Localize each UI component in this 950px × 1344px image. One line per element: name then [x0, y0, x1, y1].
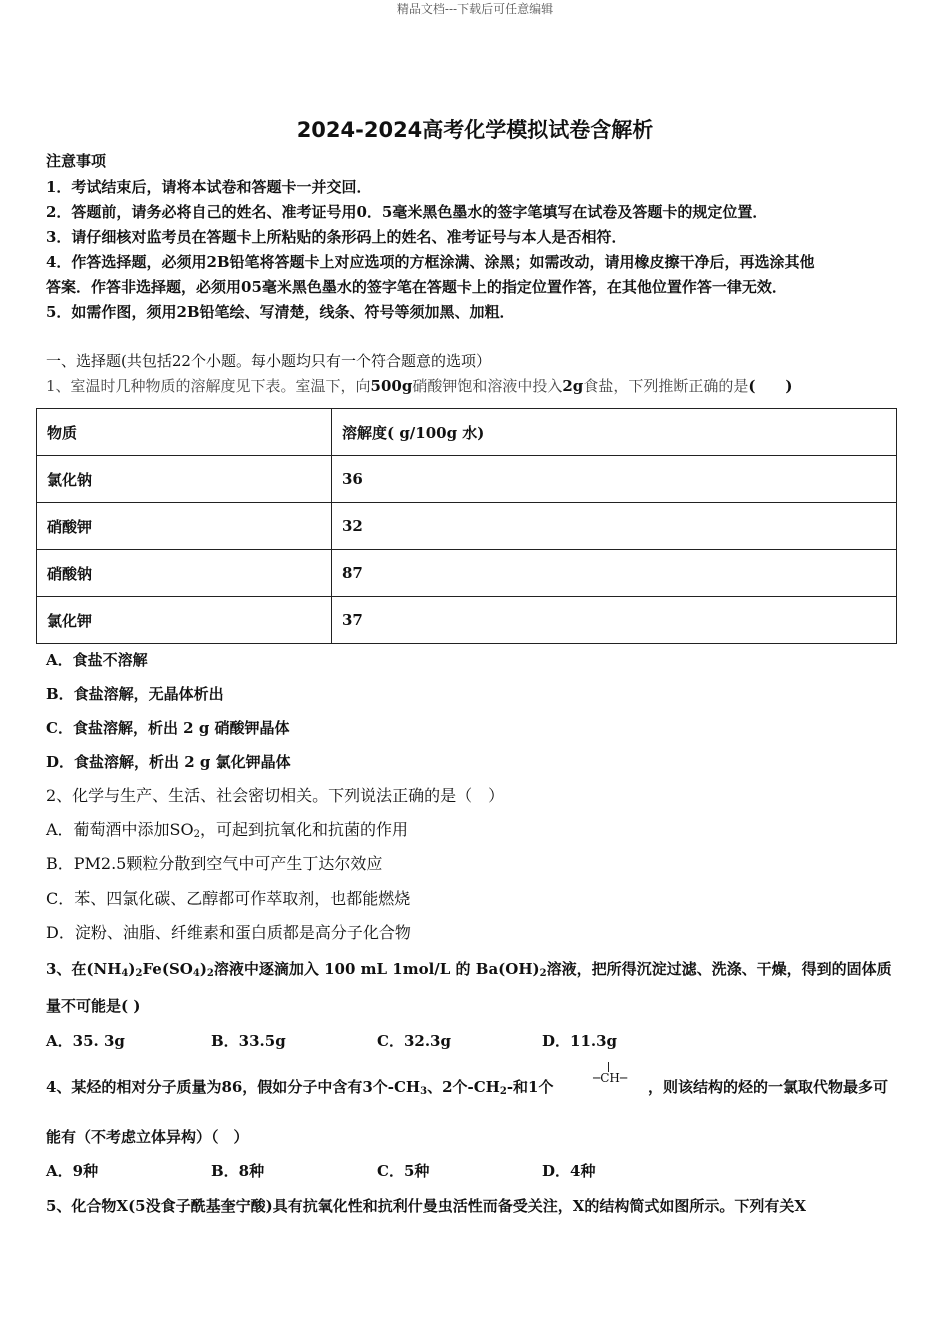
- table-row: [37, 503, 897, 550]
- q3-part: Fe(SO: [142, 960, 193, 978]
- option-d: D．4种: [542, 1162, 596, 1180]
- q3-sub: 2: [135, 968, 143, 979]
- notice-item: 1．考试结束后，请将本试卷和答题卡一并交回．: [46, 178, 372, 196]
- option-b: B．33.5g: [211, 1032, 286, 1050]
- section-heading: 一、选择题(共包括22个小题。每小题均只有一个符合题意的选项）: [46, 352, 491, 370]
- question-1-stem: [46, 376, 793, 396]
- q2-opt-a-part: A．葡萄酒中添加SO: [46, 820, 194, 839]
- page-title: 2024-2024高考化学模拟试卷含解析: [296, 118, 654, 142]
- table-row: [37, 597, 897, 644]
- table-header-cell: 物质: [37, 409, 332, 456]
- notice-item: 4．作答选择题，必须用2B铅笔将答题卡上对应选项的方框涂满、涂黑；如需改动，请用橡皮擦干净后，再选涂其他: [46, 253, 815, 271]
- notice-heading: 注意事项: [46, 152, 107, 170]
- q4-part: -和1个: [506, 1078, 554, 1096]
- table-cell: 87: [332, 550, 897, 597]
- q3-sub: 4: [192, 968, 200, 979]
- solubility-table: [36, 408, 897, 644]
- q4-part: ，则该结构的烃的一氯取代物最多可: [648, 1078, 889, 1096]
- option-c: C．苯、四氯化碳、乙醇都可作萃取剂，也都能燃烧: [46, 889, 411, 908]
- notice-item: 3．请仔细核对监考员在答题卡上所粘贴的条形码上的姓名、准考证号与本人是否相符．: [46, 228, 627, 246]
- option-c: C．32.3g: [377, 1032, 451, 1050]
- q3-part: 3、在(NH: [46, 960, 122, 978]
- table-cell: 32: [332, 503, 897, 550]
- ch-structure: [593, 1062, 639, 1088]
- q1-stem-part: 2g: [562, 377, 584, 395]
- option-a: A．9种: [46, 1162, 99, 1180]
- question-4-line2: 能有（不考虑立体异构）（ ）: [46, 1128, 249, 1146]
- q1-stem-part: 食盐，下列推断正确的是: [583, 377, 749, 395]
- table-row: [37, 456, 897, 503]
- table-cell: 氯化钠: [37, 456, 332, 503]
- q1-stem-part: 1、室温时几种物质的溶解度见下表。室温下，向: [46, 377, 371, 395]
- table-cell: 硝酸钠: [37, 550, 332, 597]
- option-b: B．PM2.5颗粒分散到空气中可产生丁达尔效应: [46, 854, 383, 873]
- q3-part: 溶液，把所得沉淀过滤、洗涤、干燥，得到的固体质: [546, 960, 892, 978]
- question-5-stem: 5、化合物X(5没食子酰基奎宁酸)具有抗氧化性和抗利什曼虫活性而备受关注，X的结构简式如图所示。下列有关X: [46, 1197, 806, 1215]
- question-4-stem: [46, 1077, 553, 1102]
- option-b: B．8种: [211, 1162, 265, 1180]
- q1-stem-part: 500g: [370, 377, 413, 395]
- q3-part: ): [199, 960, 207, 978]
- option-a: A．35. 3g: [46, 1032, 125, 1050]
- notice-item: 答案．作答非选择题，必须用05毫米黑色墨水的签字笔在答题卡上的指定位置作答，在其他位置作答一律无效．: [46, 278, 787, 296]
- option-c: C．5种: [377, 1162, 430, 1180]
- option-a: A．食盐不溶解: [46, 651, 148, 669]
- q1-stem-part: 硝酸钾饱和溶液中投入: [412, 377, 563, 395]
- q4-part: 、2个-CH: [427, 1078, 500, 1096]
- q4-sub: 3: [420, 1086, 428, 1097]
- table-cell: 氯化钾: [37, 597, 332, 644]
- question-3-stem: [46, 959, 892, 984]
- question-3-line2: 量不可能是( ): [46, 997, 141, 1015]
- q4-sub: 2: [499, 1086, 507, 1097]
- option-c: C．食盐溶解，析出 2 g 硝酸钾晶体: [46, 719, 290, 737]
- notice-item: 2．答题前，请务必将自己的姓名、准考证号用0．5毫米黑色墨水的签字笔填写在试卷及答题卡的规定位置．: [46, 203, 768, 221]
- table-cell: 硝酸钾: [37, 503, 332, 550]
- option-d: D．食盐溶解，析出 2 g 氯化钾晶体: [46, 753, 291, 771]
- header-note: 精品文档---下载后可任意编辑: [396, 2, 554, 16]
- q1-stem-part: ( ): [748, 377, 793, 395]
- table-cell: 36: [332, 456, 897, 503]
- q3-sub: 2: [206, 968, 214, 979]
- option-d: D．11.3g: [542, 1032, 618, 1050]
- option-d: D．淀粉、油脂、纤维素和蛋白质都是高分子化合物: [46, 923, 411, 942]
- question-2-stem: 2、化学与生产、生活、社会密切相关。下列说法正确的是（ ）: [46, 786, 505, 805]
- q2-opt-a-sub: 2: [193, 829, 201, 840]
- q3-part: ): [128, 960, 136, 978]
- q3-sub: 4: [121, 968, 129, 979]
- q3-sub: 2: [539, 968, 547, 979]
- ch-group-text: ─CH─: [593, 1071, 628, 1085]
- table-header-row: [37, 409, 897, 456]
- q4-part: 4、某烃的相对分子质量为86，假如分子中含有3个-CH: [46, 1078, 421, 1096]
- option-a: [46, 819, 408, 846]
- q2-opt-a-part: ，可起到抗氧化和抗菌的作用: [200, 820, 409, 839]
- q3-part: 溶液中逐滴加入 100 mL 1mol/L 的 Ba(OH): [213, 960, 540, 978]
- table-row: [37, 550, 897, 597]
- notice-item: 5．如需作图，须用2B铅笔绘、写清楚，线条、符号等须加黑、加粗．: [46, 303, 515, 321]
- table-cell: 37: [332, 597, 897, 644]
- table-header-cell: 溶解度( g/100g 水): [332, 409, 897, 456]
- option-b: B．食盐溶解，无晶体析出: [46, 685, 224, 703]
